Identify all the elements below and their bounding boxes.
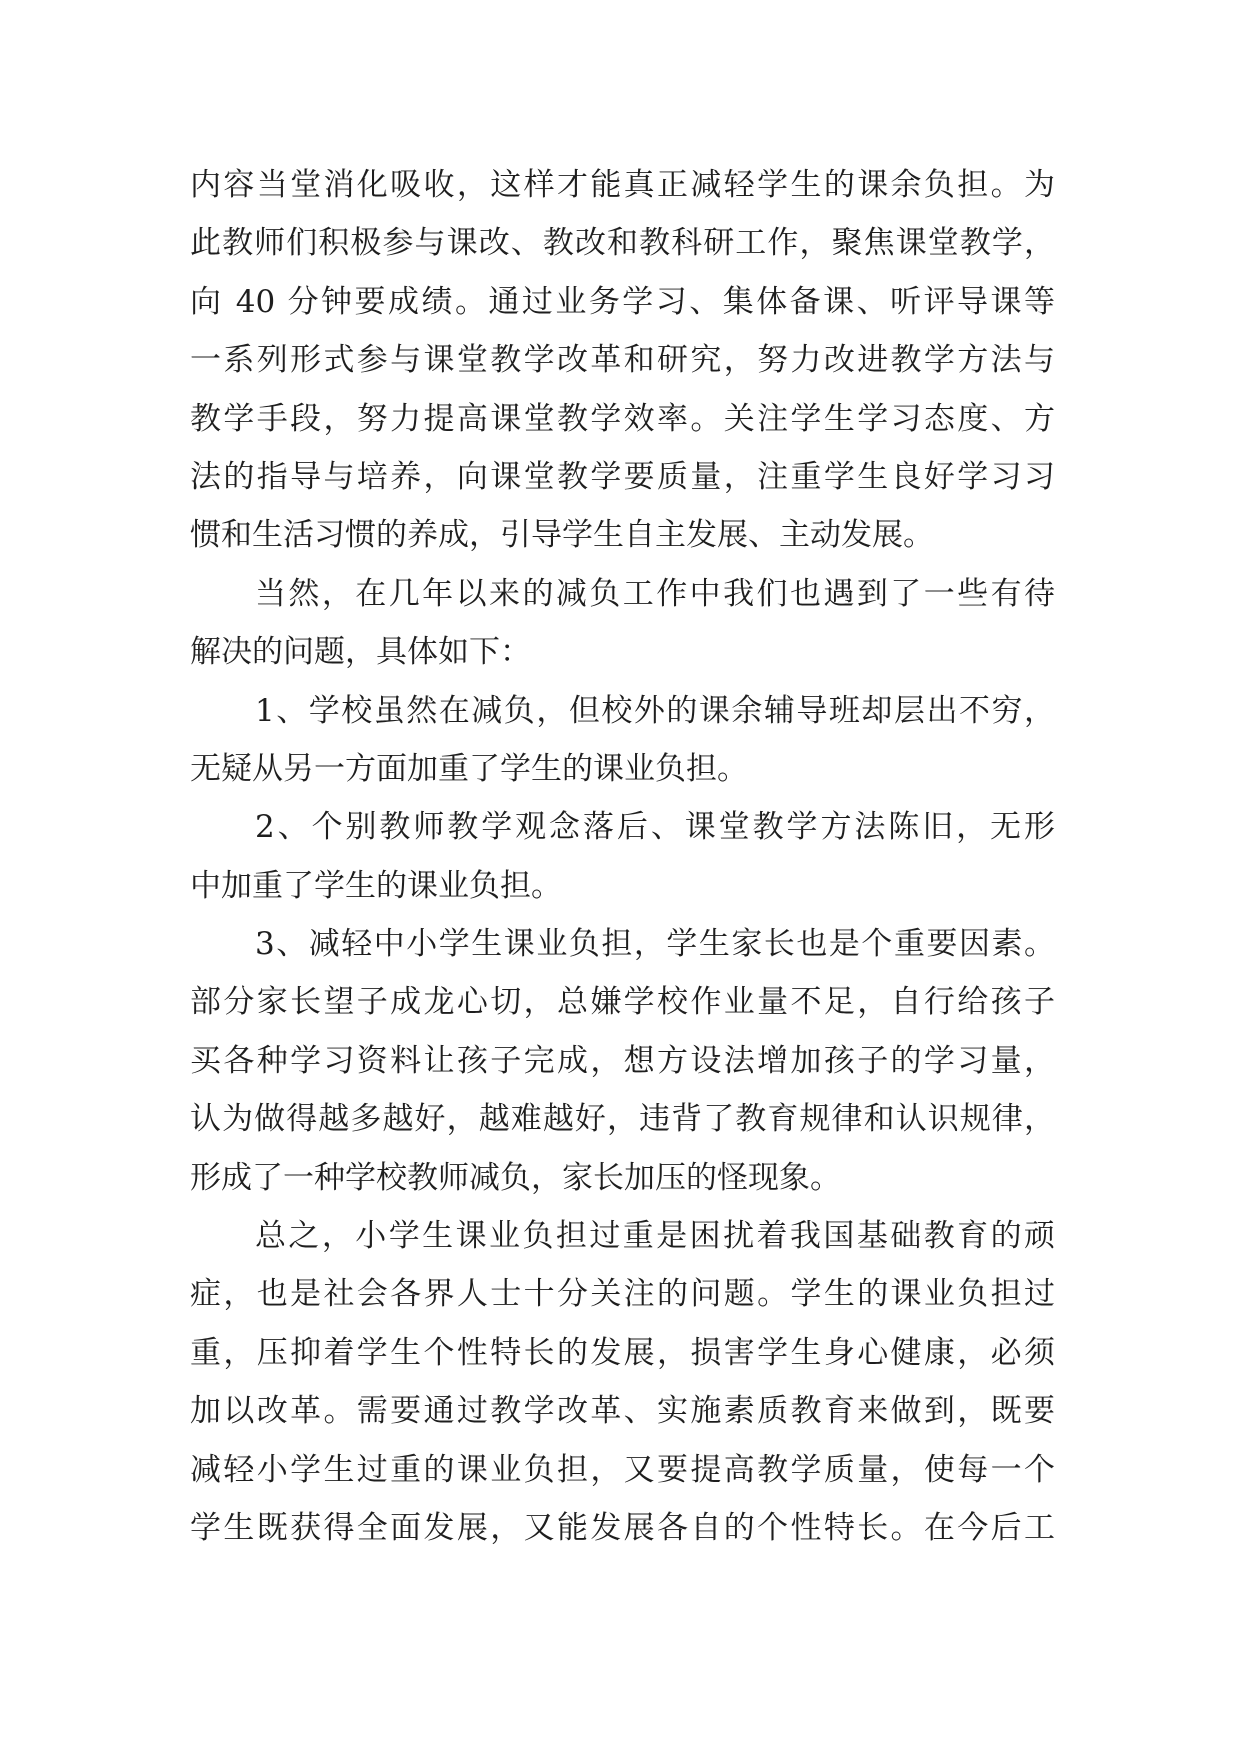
text-line: 教学手段，努力提高课堂教学效率。关注学生学习态度、方: [190, 400, 1055, 437]
text-line: 学生既获得全面发展，又能发展各自的个性特长。在今后工: [190, 1509, 1055, 1546]
text-line: 解决的问题，具体如下：: [190, 634, 531, 671]
paragraph-item-2: [190, 798, 1055, 915]
text-line: 一系列形式参与课堂教学改革和研究，努力改进教学方法与: [190, 342, 1055, 379]
text-line: 惯和生活习惯的养成，引导学生自主发展、主动发展。: [190, 517, 934, 554]
text-line: 加以改革。需要通过教学改革、实施素质教育来做到，既要: [190, 1393, 1055, 1430]
paragraph-conclusion: [190, 1207, 1055, 1557]
paragraph-item-3: [190, 915, 1055, 1207]
paragraph-continuation: [190, 156, 1055, 565]
text-line: 减轻小学生过重的课业负担，又要提高教学质量，使每一个: [190, 1451, 1055, 1488]
text-line: 此教师们积极参与课改、教改和教科研工作，聚焦课堂教学，: [190, 225, 1055, 262]
text-line: 1、学校虽然在减负，但校外的课余辅导班却层出不穷，: [255, 692, 1055, 729]
text-line: 形成了一种学校教师减负，家长加压的怪现象。: [190, 1159, 841, 1196]
text-line: 买各种学习资料让孩子完成，想方设法增加孩子的学习量，: [190, 1042, 1055, 1079]
text-line: 中加重了学生的课业负担。: [190, 867, 562, 904]
text-line: 3、减轻中小学生课业负担，学生家长也是个重要因素。: [255, 926, 1055, 963]
text-line: 认为做得越多越好，越难越好，违背了教育规律和认识规律，: [190, 1101, 1055, 1138]
text-line: 部分家长望子成龙心切，总嫌学校作业量不足，自行给孩子: [190, 984, 1055, 1021]
text-line: 内容当堂消化吸收，这样才能真正减轻学生的课余负担。为: [190, 167, 1055, 203]
text-line: 总之，小学生课业负担过重是困扰着我国基础教育的顽: [255, 1218, 1055, 1255]
text-line: 无疑从另一方面加重了学生的课业负担。: [190, 750, 748, 787]
text-line: 向 40 分钟要成绩。通过业务学习、集体备课、听评导课等: [190, 283, 1055, 320]
paragraph-item-1: [190, 682, 1055, 799]
paragraph-problems-intro: [190, 565, 1055, 682]
text-line: 2、个别教师教学观念落后、课堂教学方法陈旧，无形: [255, 809, 1055, 846]
text-line: 症，也是社会各界人士十分关注的问题。学生的课业负担过: [190, 1276, 1055, 1313]
text-line: 法的指导与培养，向课堂教学要质量，注重学生良好学习习: [190, 458, 1055, 495]
text-line: 当然，在几年以来的减负工作中我们也遇到了一些有待: [255, 575, 1055, 612]
text-line: 重，压抑着学生个性特长的发展，损害学生身心健康，必须: [190, 1334, 1055, 1371]
body-text: [190, 156, 1055, 1557]
